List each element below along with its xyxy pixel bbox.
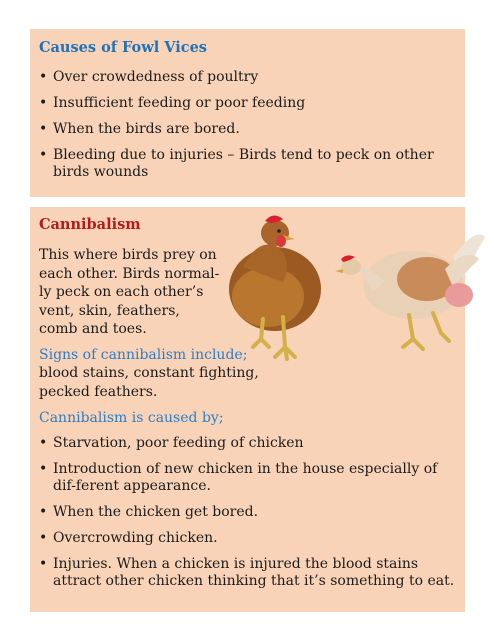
list-item: • Starvation, poor feeding of chicken <box>39 435 459 452</box>
list-item: • When the birds are bored. <box>39 121 459 138</box>
list-item: • When the chicken get bored. <box>39 504 459 521</box>
pecked-hen <box>335 235 485 350</box>
list-item: • Overcrowding chicken. <box>39 530 459 547</box>
cannibalism-causes-list <box>39 435 459 599</box>
fowl-vices-box <box>30 29 465 197</box>
intro-line: comb and toes. <box>39 321 147 337</box>
intro-line: ly peck on each other’s <box>39 284 204 300</box>
fowl-vices-heading: Causes of Fowl Vices <box>39 39 207 56</box>
signs-heading: Signs of cannibalism include; <box>39 347 248 363</box>
causes-heading: Cannibalism is caused by; <box>39 410 224 426</box>
cannibalism-intro <box>39 246 227 339</box>
list-item: • Over crowdedness of poultry <box>39 69 459 86</box>
intro-line: This where birds prey on <box>39 247 217 263</box>
cannibalism-box <box>30 207 465 612</box>
signs-line: blood stains, constant fighting, <box>39 365 259 381</box>
list-item: • Bleeding due to injuries – Birds tend to peck on other birds wounds <box>39 147 459 181</box>
chickens-illustration <box>213 207 493 369</box>
intro-line: vent, skin, feathers, <box>39 302 180 319</box>
list-item: • Injuries. When a chicken is injured the blood stains attract other chicken thinking that it’s something to eat. <box>39 556 459 590</box>
fowl-vices-list <box>39 69 459 190</box>
list-item: • Insufficient feeding or poor feeding <box>39 95 459 112</box>
brown-hen <box>229 215 321 359</box>
signs-text <box>39 364 259 401</box>
signs-line: pecked feathers. <box>39 383 158 400</box>
intro-line: each other. Birds normal- <box>39 265 220 282</box>
cannibalism-heading: Cannibalism <box>39 216 141 233</box>
list-item: • Introduction of new chicken in the house especially of dif-ferent appearance. <box>39 461 459 495</box>
